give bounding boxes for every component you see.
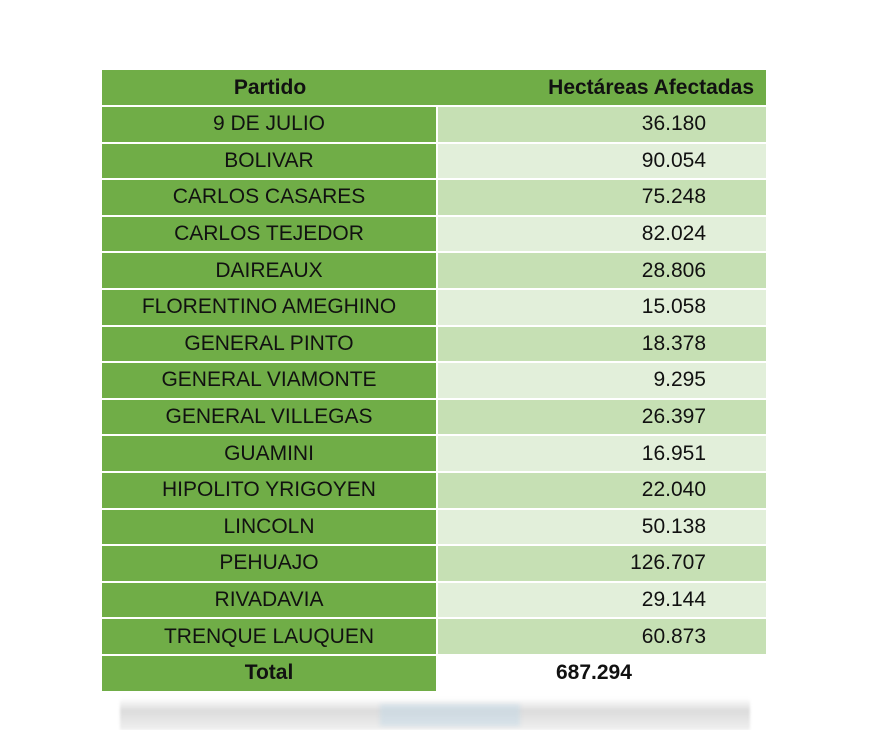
partido-cell: LINCOLN (102, 510, 438, 545)
table-row (102, 471, 766, 508)
partido-cell: CARLOS TEJEDOR (102, 217, 438, 252)
affected-hectares-table (102, 70, 766, 691)
partido-cell: GENERAL VIAMONTE (102, 363, 438, 398)
table-row (102, 398, 766, 435)
hectareas-cell: 50.138 (438, 510, 766, 545)
table-row (102, 581, 766, 618)
table-row (102, 288, 766, 325)
table-row (102, 215, 766, 252)
table-row (102, 105, 766, 142)
table-row (102, 544, 766, 581)
hectareas-cell: 82.024 (438, 217, 766, 252)
header-hectareas: Hectáreas Afectadas (548, 75, 754, 99)
hectareas-cell: 16.951 (438, 436, 766, 471)
total-row (102, 654, 766, 691)
hectareas-cell: 22.040 (438, 473, 766, 508)
partido-cell: GUAMINI (102, 436, 438, 471)
table-header (102, 70, 766, 105)
table-row (102, 434, 766, 471)
partido-cell: RIVADAVIA (102, 583, 438, 618)
partido-cell: BOLIVAR (102, 144, 438, 179)
table-row (102, 251, 766, 288)
hectareas-cell: 28.806 (438, 253, 766, 288)
partido-cell: TRENQUE LAUQUEN (102, 619, 438, 654)
header-partido: Partido (233, 75, 307, 99)
partido-cell: DAIREAUX (102, 253, 438, 288)
table-row (102, 617, 766, 654)
hectareas-cell: 26.397 (438, 400, 766, 435)
hectareas-cell: 15.058 (438, 290, 766, 325)
hectareas-cell: 75.248 (438, 180, 766, 215)
table-row (102, 325, 766, 362)
hectareas-cell: 60.873 (438, 619, 766, 654)
hectareas-cell: 29.144 (438, 583, 766, 618)
hectareas-cell: 36.180 (438, 107, 766, 142)
total-label: Total (102, 656, 438, 691)
hectareas-cell: 90.054 (438, 144, 766, 179)
table-row (102, 508, 766, 545)
table-row (102, 178, 766, 215)
partido-cell: CARLOS CASARES (102, 180, 438, 215)
partido-cell: PEHUAJO (102, 546, 438, 581)
total-value: 687.294 (438, 656, 766, 691)
table-row (102, 142, 766, 179)
hectareas-cell: 126.707 (438, 546, 766, 581)
partido-cell: HIPOLITO YRIGOYEN (102, 473, 438, 508)
hectareas-cell: 18.378 (438, 327, 766, 362)
partido-cell: FLORENTINO AMEGHINO (102, 290, 438, 325)
partido-cell: GENERAL PINTO (102, 327, 438, 362)
blurred-background-patch (380, 704, 520, 726)
table-row (102, 361, 766, 398)
partido-cell: 9 DE JULIO (102, 107, 438, 142)
partido-cell: GENERAL VILLEGAS (102, 400, 438, 435)
hectareas-cell: 9.295 (438, 363, 766, 398)
